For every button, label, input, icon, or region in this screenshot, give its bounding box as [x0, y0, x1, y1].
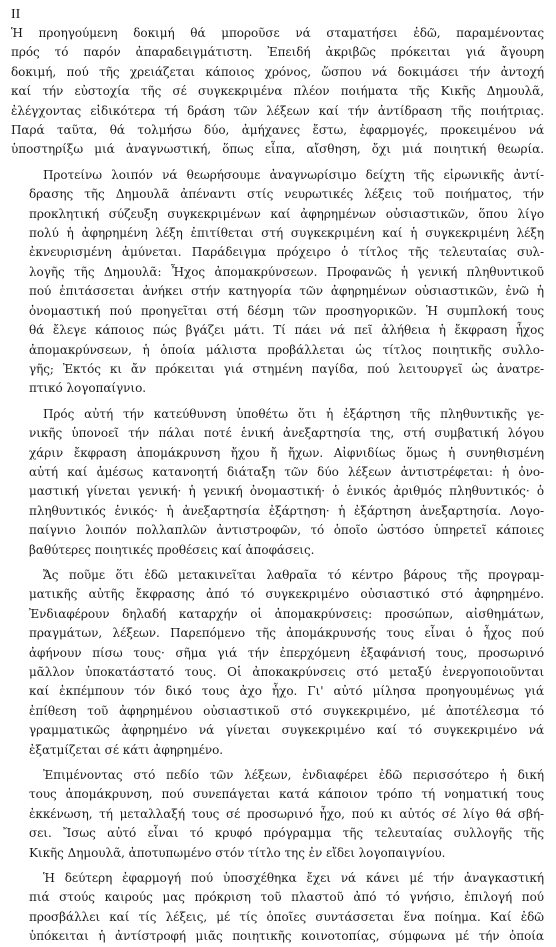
text-line: γραμματικῶς ἀφηρημένο νά γίνεται συγκεκριμένο καί τό συγκεκριμένο νά [29, 723, 544, 738]
text-line: Ἐπιμένοντας στό πεδίο τῶν λέξεων, ἐνδιαφέρει ἐδῶ περισσότερο ἡ δική [43, 768, 544, 783]
text-line: θά ἔλεγε κάποιος πώς βγάζει μάτι. Τί πάει νά πεῖ ἀλήθεια ἡ ἔκφραση ἦχος [29, 323, 544, 338]
text-line: ὀνομαστική πού προηγεῖται στή δέσμη τῶν προσηγορικῶν. Ἡ συμπλοκή τους [29, 303, 544, 318]
text-line: δοκιμή, πού τῆς χρειάζεται κάποιος χρόνος, ὥσπου νά δοκιμάσει τήν ἀντοχή [11, 64, 544, 79]
text-line: προκλητική σύζευξη συγκεκριμένων καί ἀφηρημένων οὐσιαστικῶν, ὅπου λίγο [29, 206, 544, 221]
text-line: προσβάλλει καί τίς λέξεις, μέ τίς ὁποῖες συντάσσεται ἕνα ποίημα. Καί ἐδῶ [29, 909, 544, 924]
text-line: τους ἀπομάκρυνση, πού συνεπάγεται κατά κάποιον τρόπο τή νοηματική τους [29, 787, 544, 802]
text-line: ἐκνευρισμένη ἀμύνεται. Παράδειγμα πρόχειρο ὁ τίτλος τῆς τελευταίας συλ- [29, 245, 544, 260]
text-line: Πρός αὐτή τήν κατεύθυνση ὑποθέτω ὅτι ἡ ἐξάρτηση τῆς πληθυντικῆς γε- [43, 406, 544, 421]
text-line: ὑπόκειται ἡ ἀντίστροφή μιᾶς ποιητικῆς κοινοτοπίας, σύμφωνα μέ τήν ὁποία [29, 929, 544, 944]
text-line: Ἡ δεύτερη ἐφαρμογή πού ὑποσχέθηκα ἔχει νά κάνει μέ τήν ἀναγκαστική [43, 871, 544, 886]
text-line: Ἡ προηγούμενη δοκιμή θά μποροῦσε νά σταματήσει ἐδῶ, παραμένοντας [11, 26, 544, 40]
text-line: παίγνιο λοιπόν πολλαπλῶν ἀντιστροφῶν, τό ὁποῖο ὡστόσο ὑπηρετεῖ κάποιες [29, 523, 544, 538]
text-line: Προτείνω λοιπόν νά θεωρήσουμε ἀναγνωρίσιμο δείχτη τῆς εἰρωνικῆς ἀντί- [43, 167, 544, 182]
text-line: λογῆς τῆς Δημουλᾶ: Ἦχος ἀπομακρύνσεων. Προφανῶς ἡ γενική πληθυντικοῦ [29, 264, 544, 279]
text-line: πτικό λογοπαίγνιο. [29, 381, 147, 396]
paragraph-2 [11, 166, 544, 399]
text-line: αὐτή καί ἀμέσως κατανοητή διάταξη τῶν δύο λέξεων ἀντιστρέφεται: ἡ ὀνο- [29, 464, 544, 479]
text-line: ὑποστηρίξω μιά ἀναγνωστική, ὅπως εἶπα, αἴσθηση, ὄχι μιά ποιητική θεωρία. [11, 142, 544, 157]
paragraph-5 [11, 766, 544, 863]
text-line: πληθυντικός ἑνικός· ἡ ἀνεξαρτησία ἐξάρτηση· ἡ ἐξάρτηση ἀνεξαρτησία. Λογο- [29, 503, 544, 518]
text-line: ἀφήνουν πίσω τους· σῆμα γιά τήν ἐπερχόμενη ἐξαφάνισή τους, προσωρινό [29, 645, 544, 660]
text-line: μαστική γίνεται γενική· ἡ γενική ὀνομαστική· ὁ ἑνικός ἀριθμός πληθυντικός· ὁ [29, 484, 544, 499]
text-line: βαθύτερες ποιητικές προθέσεις καί ἀποφάσεις. [29, 542, 315, 557]
text-line: ἐξατμίζεται σέ κάτι ἀφηρημένο. [29, 742, 224, 757]
text-line: ἐπίθεση τοῦ ἀφηρημένου οὐσιαστικοῦ στό συγκεκριμένο, μέ ἀποτέλεσμα τό [29, 703, 544, 718]
paragraph-4 [11, 566, 544, 760]
text-line: σει. Ἴσως αὐτό εἶναι τό κρυφό πρόγραμμα τῆς τελευταίας συλλογῆς τῆς [29, 826, 544, 841]
paragraph-3 [11, 405, 544, 560]
text-line: καί ἐκπέμπουν τόν δικό τους ἀχο ἦχο. Γι' αὐτό μίλησα προηγουμένως γιά [29, 684, 544, 699]
text-line: μᾶλλον ὑποκατάστατό τους. Οἱ ἀποκακρύνσεις στό μεταξύ ἐνεργοποιοῦνται [29, 665, 544, 679]
text-line: Ἄς ποῦμε ὅτι ἐδῶ μετακινεῖται λαθραῖα τό κέντρο βάρους τῆς προγραμ- [43, 567, 544, 582]
text-line: Παρά ταῦτα, θά τολμήσω δύο, ἀμήχανες ἔστω, ἐφαρμογές, προκειμένου νά [11, 123, 544, 138]
text-line: χάριν ἔκφραση ἀπομάκρυνση ἤχου ἤ ἤχων. Αἰφνιδίως ὅμως ἡ συνηθισμένη [29, 445, 544, 460]
text-line: ἐλέγχοντας εἰδικότερα τή δράση τῶν λέξεων καί τήν ἀντίδραση τῆς ποιήτριας. [11, 103, 544, 118]
text-line: καί τήν εὐστοχία τῆς σέ συγκεκριμένα πλέον ποιήματα τῆς Κικῆς Δημουλᾶ, [11, 84, 544, 99]
text-line: πιά στούς καιρούς μας πρόκριση τοῦ πλαστοῦ ἀπό τό γνήσιο, ἐπιλογή πού [29, 890, 544, 905]
text-line: ματικῆς αὐτῆς ἔκφρασης ἀπό τό συγκεκριμένο οὐσιαστικό στό ἀφηρημένο. [29, 587, 544, 602]
paragraph-1 [11, 24, 544, 160]
page-number: II [11, 7, 21, 22]
text-line: πολύ ἡ ἀφηρημένη λέξη ἐπιτίθεται στή συγκεκριμένη καί ἡ συγκεκριμένη λέξη [29, 226, 544, 241]
text-line: δρασης τῆς Δημουλᾶ ἀπέναντι στίς νευρωτικές λέξεις τοῦ ποιήματος, τήν [29, 187, 544, 202]
text-line: πραγμάτων, λέξεων. Παρεπόμενο τῆς ἀπομάκρυνσής τους εἶναι ὁ ἦχος πού [29, 626, 544, 641]
text-line: νικῆς ὑπονοεῖ τήν πάλαι ποτέ ἑνική ἀνεξαρτησία της, στή συμβατική λόγου [29, 426, 544, 441]
text-line: γῆς; Ἐκτός κι ἄν πρόκειται γιά στημένη παγίδα, πού λειτουργεῖ ὡς ἀνατρε- [29, 361, 544, 376]
text-line: ἀπομακρύνσεων, ἡ ὁποία μάλιστα προβάλλεται ὡς τίτλος ποιητικῆς συλλο- [29, 342, 544, 357]
text-line: πρός τό παρόν ἀπαραδειγμάτιστη. Ἐπειδή ἀκριβῶς πρόκειται γιά ἄγουρη [11, 45, 544, 60]
text-line: ἐκκένωση, τή μεταλλαξή τους σέ προσωρινό ἦχο, πού κι αὐτός σέ λίγο θά σβή- [29, 806, 544, 821]
text-line: Ἐνδιαφέρουν δηλαδή καταρχήν οἱ ἀπομακρύνσεις: προσώπων, αἰσθημάτων, [29, 606, 544, 621]
text-line: Κικῆς Δημουλᾶ, ἀποτυπωμένο στόν τίτλο της ἐν εἴδει λογοπαιγνίου. [29, 845, 446, 860]
text-line: πού ἐπιτάσσεται ἀνήκει στήν κατηγορία τῶν ἀφηρημένων οὐσιαστικῶν, ἐνῶ ἡ [29, 284, 544, 299]
